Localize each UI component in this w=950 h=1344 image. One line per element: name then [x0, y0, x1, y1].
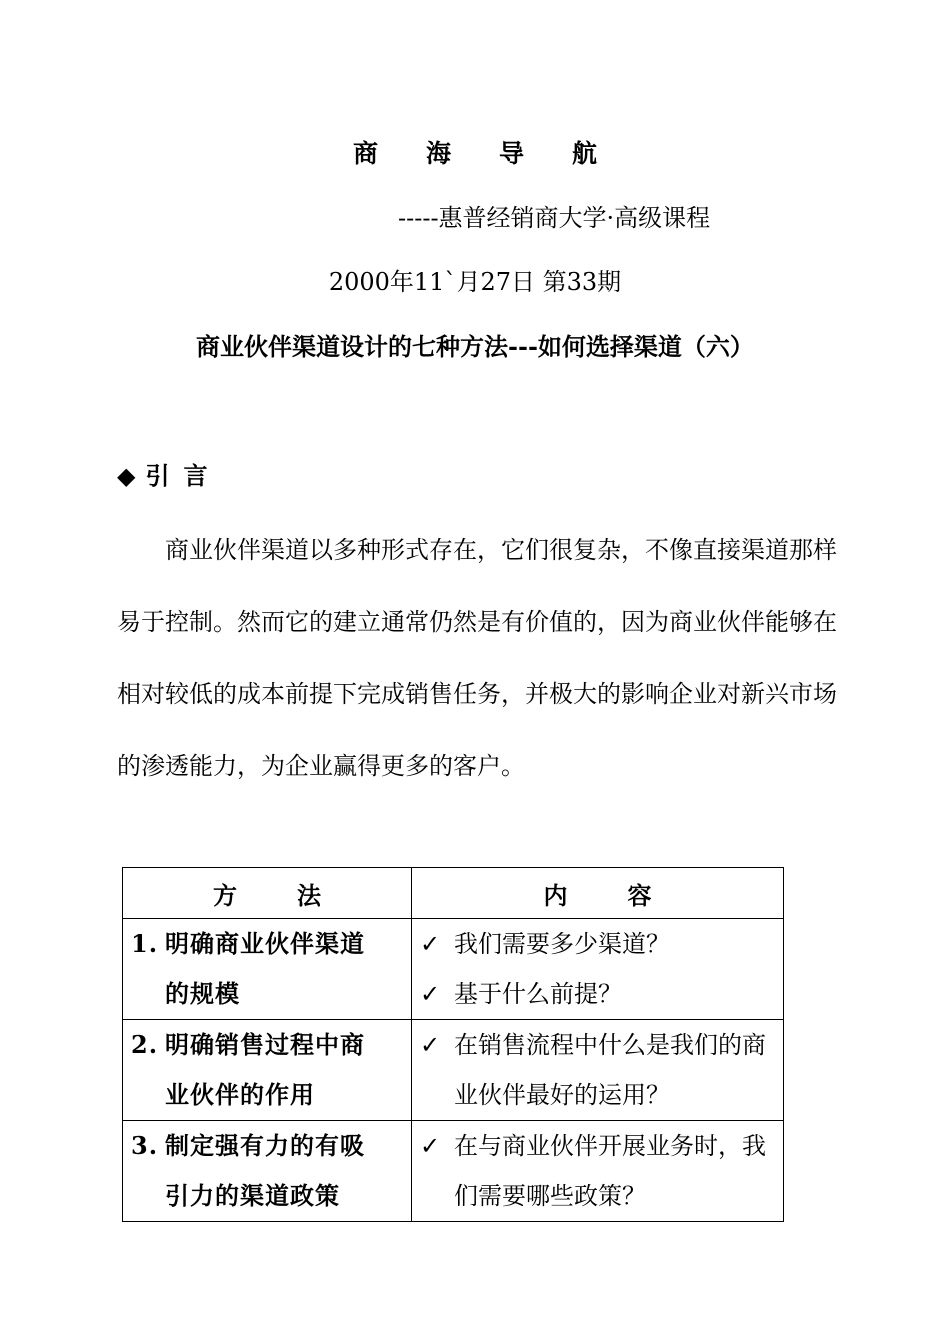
- method-line: 引力的渠道政策: [165, 1181, 340, 1210]
- doc-title-char: 导: [499, 139, 525, 168]
- method-cell: [123, 1020, 412, 1121]
- section-label-char: 言: [183, 461, 208, 490]
- checkmark-icon: ✓: [420, 980, 441, 1008]
- issue-dateline: 2000年11`月27日 第33期: [328, 268, 622, 296]
- content-text: 我们需要多少渠道？: [454, 930, 670, 958]
- doc-title-char: 海: [425, 139, 451, 168]
- content-text: 在销售流程中什么是我们的商: [454, 1031, 766, 1059]
- section-label-char: 引: [145, 461, 170, 490]
- content-cell: [412, 919, 784, 1020]
- method-number: 3.: [131, 1131, 159, 1160]
- content-text-continued: 业伙伴最好的运用？: [454, 1081, 670, 1109]
- header-method: [123, 868, 412, 919]
- content-item: [420, 1121, 775, 1171]
- content-item: [420, 1020, 775, 1070]
- header-content-char: 容: [627, 880, 652, 910]
- checkmark-icon: ✓: [420, 1132, 441, 1160]
- method-line: 的规模: [165, 979, 240, 1008]
- content-item: [420, 969, 775, 1019]
- diamond-bullet-icon: ◆: [117, 461, 136, 490]
- method-line: 业伙伴的作用: [165, 1080, 315, 1109]
- doc-title-char: 商: [352, 139, 378, 168]
- doc-subtitle: -----惠普经销商大学·高级课程: [398, 204, 711, 232]
- table-row: [123, 1020, 784, 1121]
- doc-title-char: 航: [572, 139, 598, 168]
- doc-title: [0, 134, 950, 170]
- table-row: [123, 919, 784, 1020]
- method-cell: [123, 1121, 412, 1222]
- content-text: 基于什么前提？: [454, 980, 622, 1008]
- header-content: [412, 868, 784, 919]
- method-line: [131, 1121, 403, 1171]
- method-number: 1.: [131, 929, 159, 958]
- method-line: [131, 1020, 403, 1070]
- content-cell: [412, 1121, 784, 1222]
- method-cell: [123, 919, 412, 1020]
- header-method-char: 法: [297, 880, 321, 910]
- content-cell: [412, 1020, 784, 1121]
- content-text: 在与商业伙伴开展业务时，我: [454, 1132, 766, 1160]
- checkmark-icon: ✓: [420, 930, 441, 958]
- header-method-char: 方: [213, 880, 237, 910]
- method-number: 2.: [131, 1030, 159, 1059]
- content-item: [420, 919, 775, 969]
- header-content-char: 内: [543, 880, 568, 910]
- checkmark-icon: ✓: [420, 1031, 441, 1059]
- table-header-row: [123, 868, 784, 919]
- method-text: 明确销售过程中商: [165, 1030, 365, 1059]
- intro-paragraph: 商业伙伴渠道以多种形式存在，它们很复杂，不像直接渠道那样易于控制。然而它的建立通常仍然是有价值的，因为商业伙伴能够在相对较低的成本前提下完成销售任务，并极大的影响企业对新兴市场的渗透能力，为企业赢得更多的客户。: [117, 536, 837, 780]
- method-line: [131, 919, 403, 969]
- article-title: 商业伙伴渠道设计的七种方法---如何选择渠道（六）: [196, 332, 754, 361]
- content-text-continued: 们需要哪些政策？: [454, 1182, 646, 1210]
- method-text: 制定强有力的有吸: [165, 1131, 365, 1160]
- methods-table: [122, 867, 784, 1222]
- table-row: [123, 1121, 784, 1222]
- section-heading-intro: [117, 456, 207, 491]
- method-text: 明确商业伙伴渠道: [165, 929, 365, 958]
